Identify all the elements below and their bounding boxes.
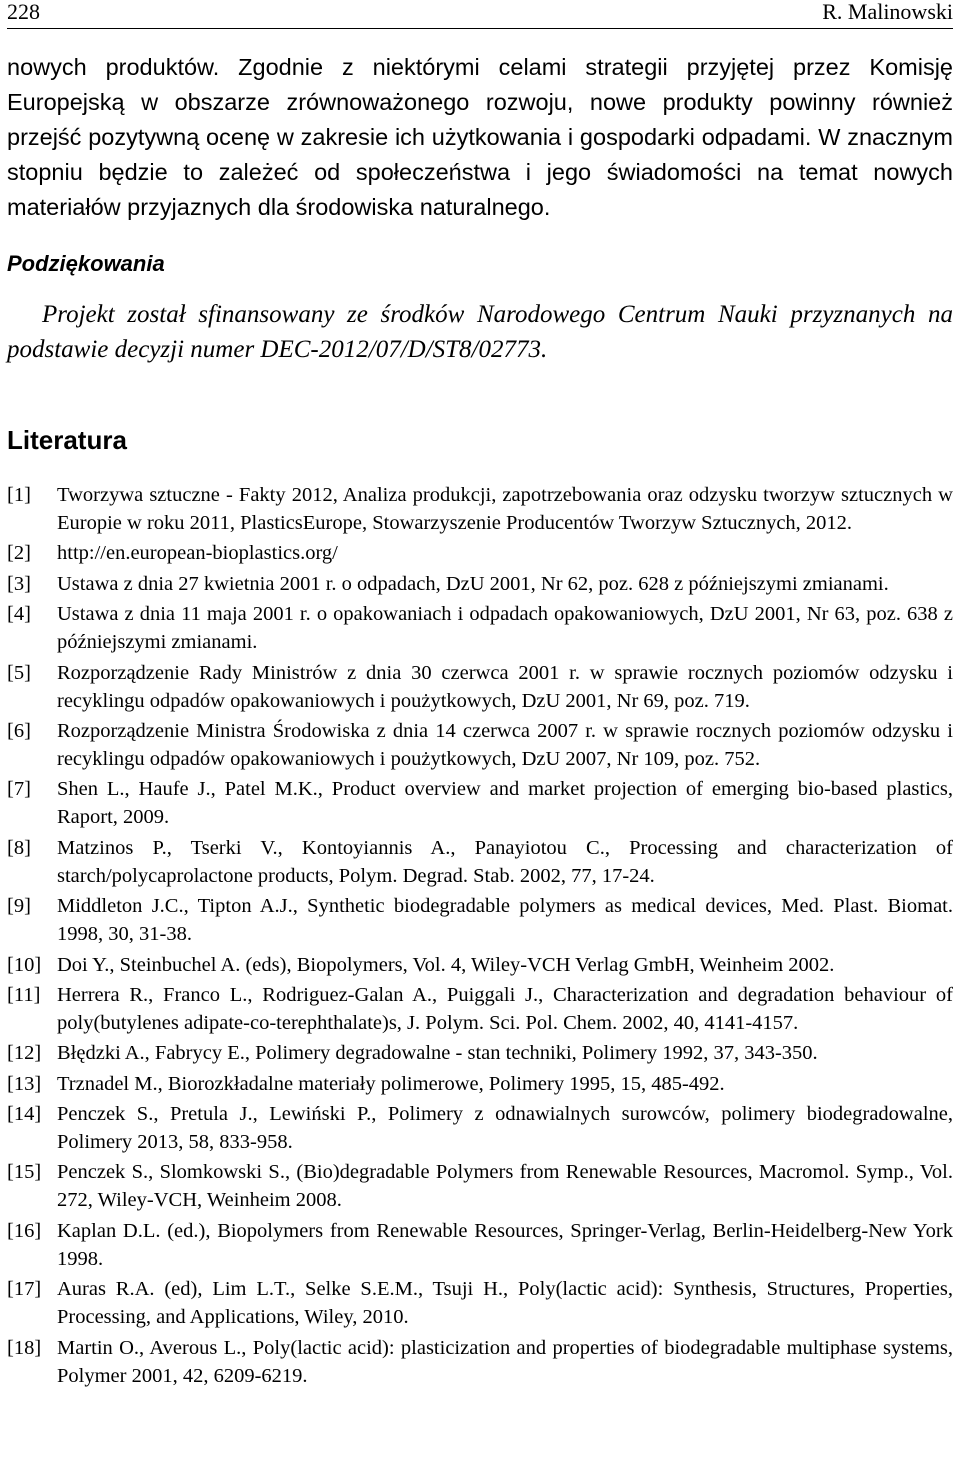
reference-number: [13] (7, 1072, 42, 1095)
reference-number: [10] (7, 953, 42, 976)
reference-text: Ustawa z dnia 27 kwietnia 2001 r. o odpadach, DzU 2001, Nr 62, poz. 628 z późniejszymi zmianami. (57, 572, 889, 595)
reference-number: [16] (7, 1219, 42, 1242)
reference-text: Kaplan D.L. (ed.), Biopolymers from Renewable Resources, Springer-Verlag, Berlin-Heidelberg-New York 1998. (57, 1219, 953, 1270)
reference-text: Ustawa z dnia 11 maja 2001 r. o opakowaniach i odpadach opakowaniowych, DzU 2001, Nr 63, poz. 638 z późniejszymi zmianami. (57, 603, 953, 654)
reference-item (7, 1334, 953, 1390)
reference-number: [2] (7, 542, 31, 565)
reference-item (7, 481, 953, 537)
running-header (7, 0, 953, 29)
reference-item (7, 834, 953, 890)
reference-number: [15] (7, 1161, 42, 1184)
reference-text: Penczek S., Slomkowski S., (Bio)degradable Polymers from Renewable Resources, Macromol. Symp., Vol. 272, Wiley-VCH, Weinheim 2008. (57, 1161, 953, 1212)
reference-text: Doi Y., Steinbuchel A. (eds), Biopolymers, Vol. 4, Wiley-VCH Verlag GmbH, Weinheim 2002. (57, 953, 835, 976)
page-number: 228 (7, 0, 40, 24)
reference-item (7, 951, 953, 979)
reference-text[interactable]: http://en.european-bioplastics.org/ (57, 542, 338, 565)
reference-text: Penczek S., Pretula J., Lewiński P., Polimery z odnawialnych surowców, polimery biodegradowalne, Polimery 2013, 58, 833-958. (57, 1103, 953, 1154)
reference-number: [7] (7, 778, 31, 801)
reference-item (7, 892, 953, 948)
reference-item (7, 717, 953, 773)
reference-text: Shen L., Haufe J., Patel M.K., Product overview and market projection of emerging bio-based plastics, Raport, 2009. (57, 778, 953, 829)
running-author: R. Malinowski (822, 0, 953, 24)
reference-number: [5] (7, 661, 31, 684)
reference-item (7, 1275, 953, 1331)
reference-number: [14] (7, 1103, 42, 1126)
reference-number: [12] (7, 1042, 42, 1065)
reference-number: [9] (7, 895, 31, 918)
reference-text: Auras R.A. (ed), Lim L.T., Selke S.E.M., Tsuji H., Poly(lactic acid): Synthesis, Structures, Properties, Processing, and Applications, Wiley, 2010. (57, 1278, 953, 1329)
reference-number: [1] (7, 484, 31, 506)
reference-text: Herrera R., Franco L., Rodriguez-Galan A., Puiggali J., Characterization and degradation behaviour of poly(butylenes adipate-co-terephthalate)s, J. Polym. Sci. Pol. Chem. 2002, 40, 4141-4157. (57, 983, 953, 1034)
reference-text: Błędzki A., Fabrycy E., Polimery degradowalne - stan techniki, Polimery 1992, 37, 343-350. (57, 1042, 818, 1065)
reference-item (7, 1070, 953, 1098)
reference-text: Martin O., Averous L., Poly(lactic acid): plasticization and properties of biodegradable multiphase systems, Polymer 2001, 42, 6209-6219. (57, 1336, 953, 1387)
reference-text: Rozporządzenie Rady Ministrów z dnia 30 czerwca 2001 r. w sprawie rocznych poziomów odzysku i recyklingu odpadów opakowaniowych i poużytkowych, DzU 2001, Nr 69, poz. 719. (57, 661, 953, 712)
reference-text: Matzinos P., Tserki V., Kontoyiannis A., Panayiotou C., Processing and characterization of starch/polycaprolactone products, Polym. Degrad. Stab. 2002, 77, 17-24. (57, 836, 953, 887)
reference-number: [18] (7, 1336, 42, 1359)
reference-item (7, 981, 953, 1037)
reference-text: Trznadel M., Biorozkładalne materiały polimerowe, Polimery 1995, 15, 485-492. (57, 1072, 725, 1095)
reference-number: [11] (7, 983, 41, 1006)
body-paragraph: nowych produktów. Zgodnie z niektórymi celami strategii przyjętej przez Komisję Europejską w obszarze zrównoważonego rozwoju, nowe produkty powinny również przejść pozytywną ocenę w zakresie ich użytkowania i gospodarki odpadami. W znacznym stopniu będzie to zależeć od społeczeństwa i jego świadomości na temat nowych materiałów przyjaznych dla środowiska naturalnego. (7, 54, 953, 220)
reference-item (7, 1100, 953, 1156)
reference-number: [17] (7, 1278, 42, 1301)
reference-number: [6] (7, 719, 31, 742)
reference-item (7, 775, 953, 831)
literature-heading: Literatura (7, 425, 127, 455)
reference-list (7, 481, 953, 1392)
reference-number: [8] (7, 836, 31, 859)
reference-item (7, 1217, 953, 1273)
reference-number: [3] (7, 572, 31, 595)
reference-item (7, 539, 953, 567)
reference-number: [4] (7, 603, 31, 626)
acknowledgements-heading: Podziękowania (7, 251, 165, 276)
reference-text: Tworzywa sztuczne - Fakty 2012, Analiza produkcji, zapotrzebowania oraz odzysku tworzyw sztucznych w Europie w roku 2011, PlasticsEurope, Stowarzyszenie Producentów Tworzyw Sztucznych, 2012. (57, 484, 953, 534)
reference-item (7, 1158, 953, 1214)
reference-text: Middleton J.C., Tipton A.J., Synthetic biodegradable polymers as medical devices, Med. Plast. Biomat. 1998, 30, 31-38. (57, 895, 953, 946)
reference-item (7, 659, 953, 715)
reference-text: Rozporządzenie Ministra Środowiska z dnia 14 czerwca 2007 r. w sprawie rocznych poziomów odzysku i recyklingu odpadów opakowaniowych i poużytkowych, DzU 2007, Nr 109, poz. 752. (57, 719, 953, 770)
acknowledgements-text: Projekt został sfinansowany ze środków Narodowego Centrum Nauki przyznanych na podstawie decyzji numer DEC-2012/07/D/ST8/02773. (7, 301, 953, 363)
reference-item (7, 600, 953, 656)
reference-item (7, 570, 953, 598)
reference-item (7, 1039, 953, 1067)
